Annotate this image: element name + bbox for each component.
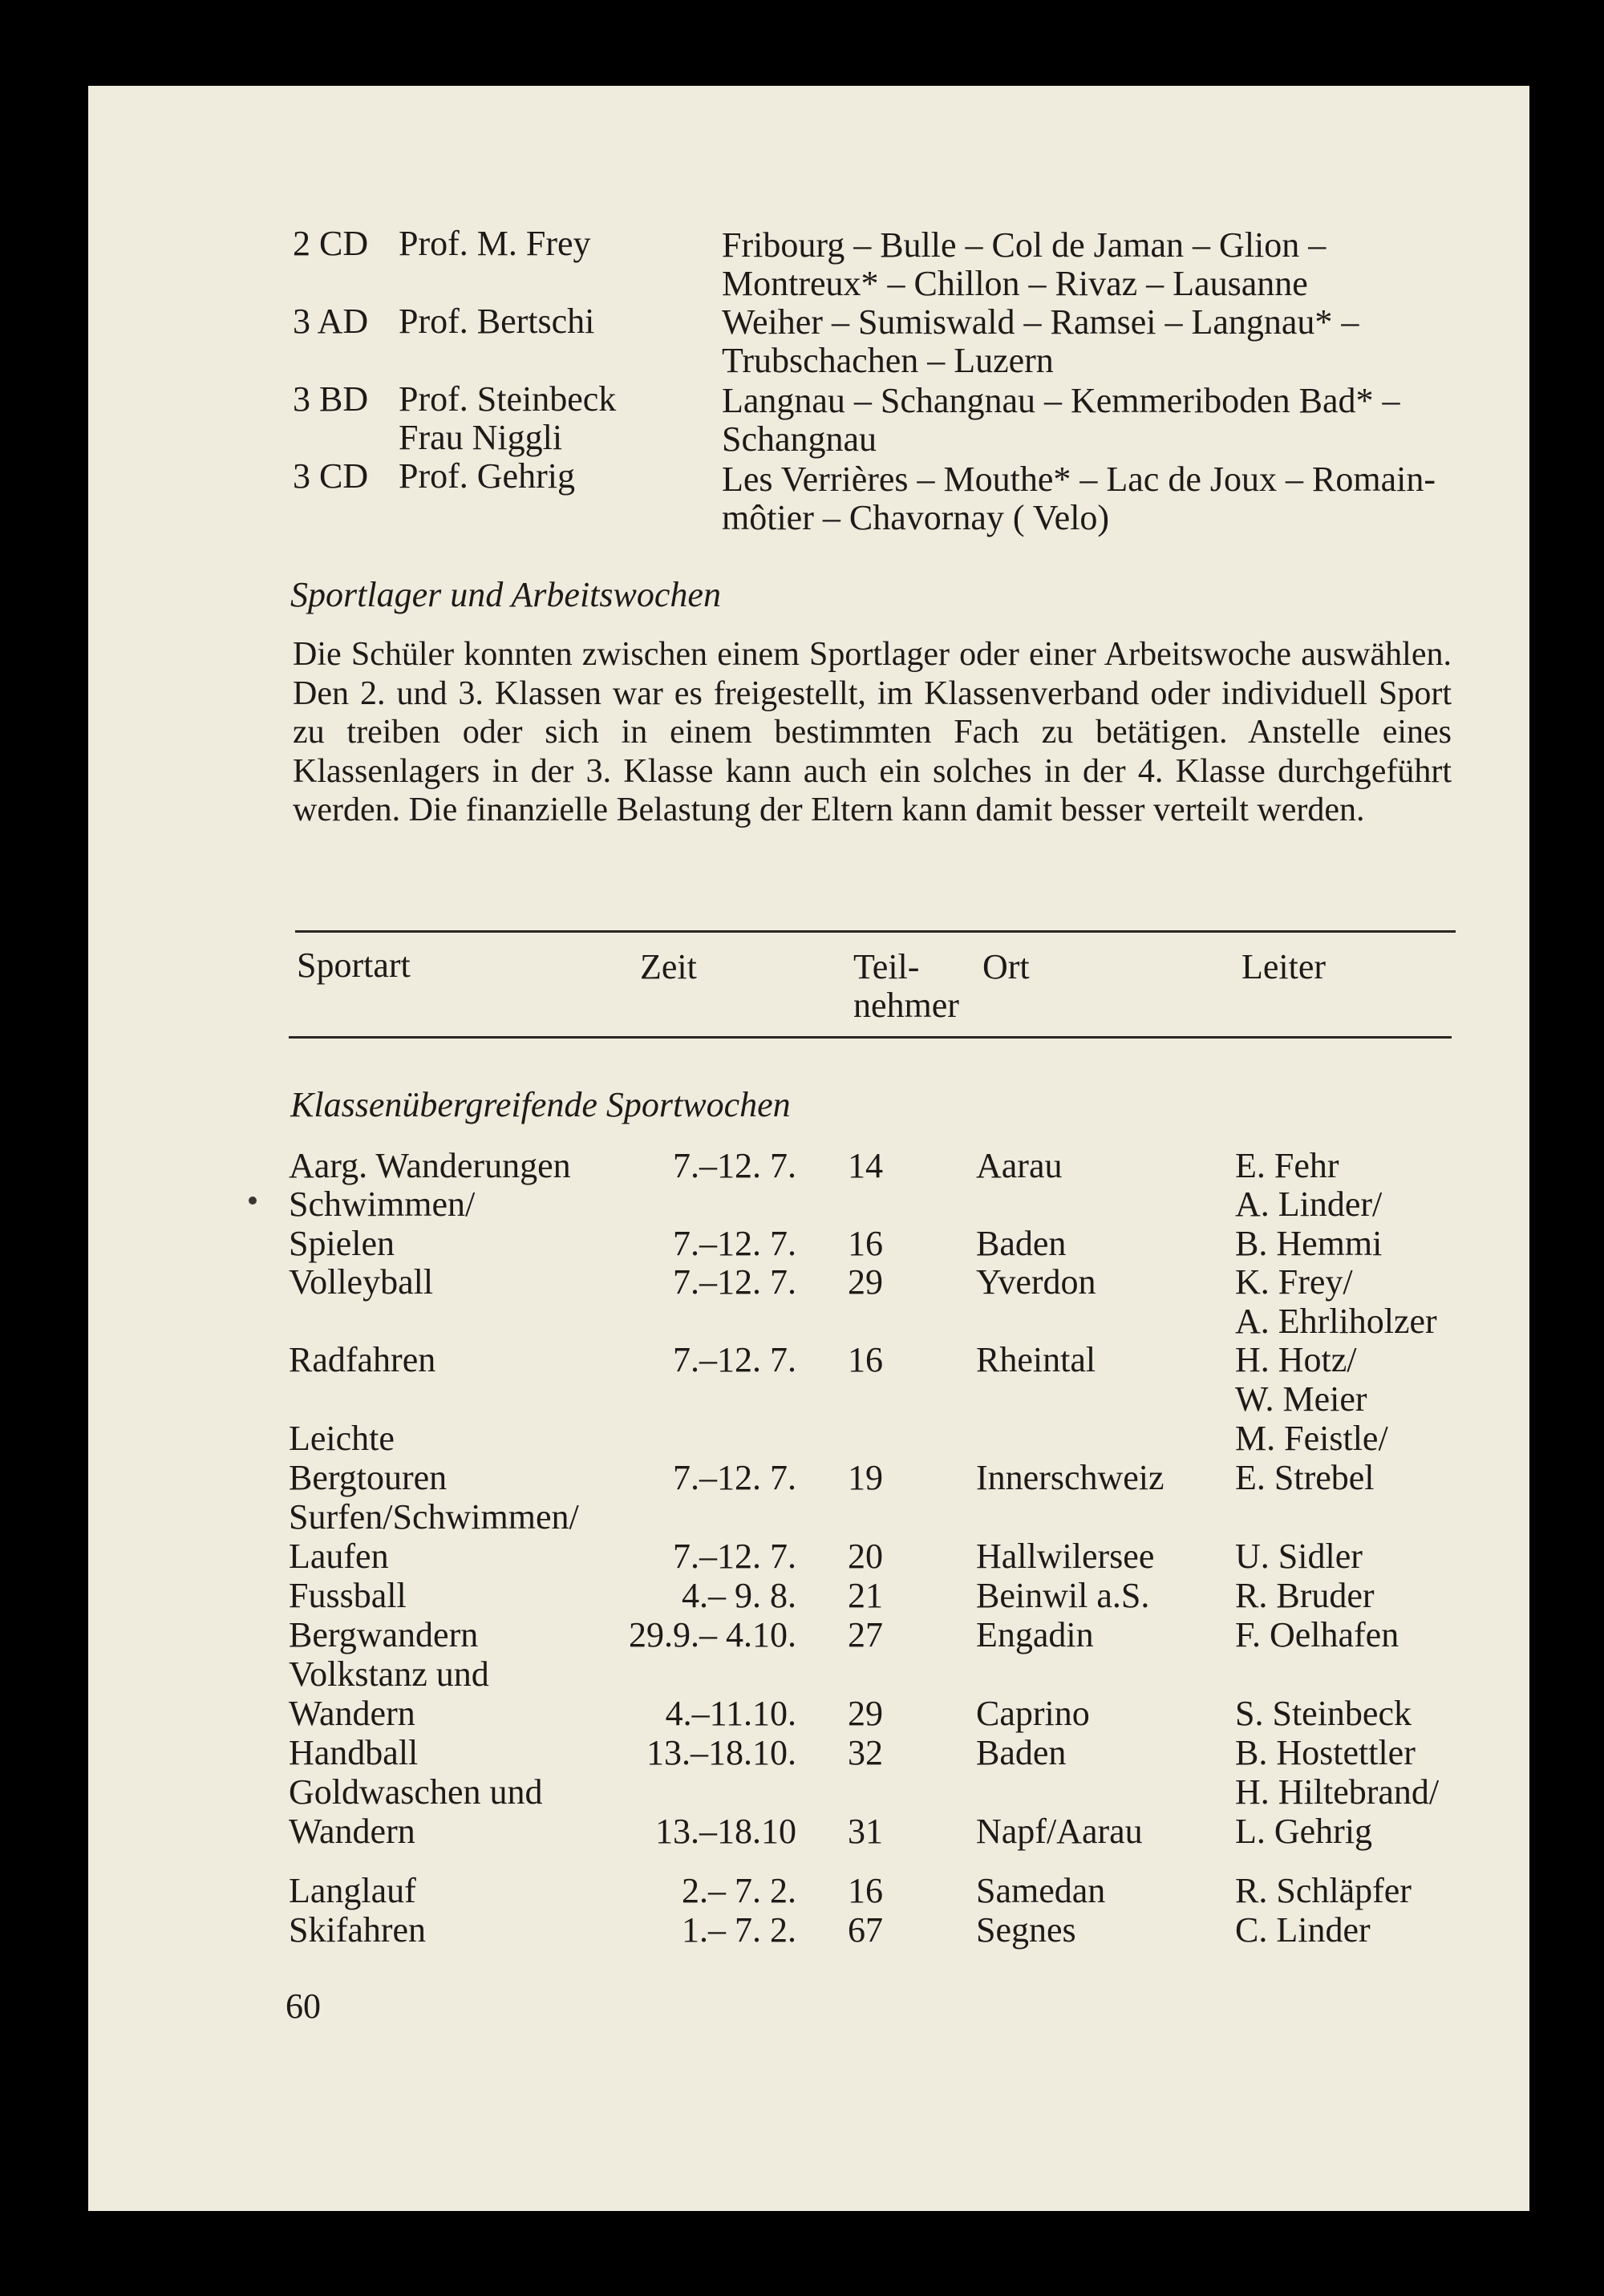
cell-teilnehmer: 16 xyxy=(848,1340,883,1379)
trip-route-line: Weiher – Sumiswald – Ramsei – Langnau* – xyxy=(722,302,1359,342)
cell-teilnehmer: 16 xyxy=(848,1871,883,1910)
cell-zeit: 29.9.– 4.10. xyxy=(629,1615,796,1654)
cell-leiter: E. Strebel xyxy=(1235,1458,1375,1497)
cell-ort: Innerschweiz xyxy=(976,1458,1165,1497)
cell-leiter: B. Hemmi xyxy=(1235,1224,1383,1263)
cell-ort: Caprino xyxy=(976,1694,1090,1733)
trip-leader: Prof. Bertschi xyxy=(399,302,595,341)
cell-leiter: B. Hostettler xyxy=(1235,1733,1416,1772)
trip-leader: Prof. Gehrig xyxy=(399,456,575,496)
intro-paragraph: Die Schüler konnten zwischen einem Sportlager oder einer Arbeitswoche auswählen. Den 2. und 3. Klassen war es freigestellt, im Klassenverband oder individuell Sport zu treiben oder sich in einem bestimmten Fach zu betätigen. Anstelle eines Klassenlagers in der 3. Klasse kann auch ein solches in der 4. Klasse durchgeführt werden. Die finanzielle Belastung der Eltern kann damit besser verteilt werden. xyxy=(293,636,1452,828)
cell-sportart: Schwimmen/ xyxy=(289,1184,476,1224)
trip-route-line: Trubschachen – Luzern xyxy=(722,341,1054,380)
cell-ort: Beinwil a.S. xyxy=(976,1576,1150,1615)
section-heading: Sportlager und Arbeitswochen xyxy=(290,575,721,614)
cell-sportart: Bergwandern xyxy=(289,1615,479,1654)
cell-ort: Baden xyxy=(976,1733,1067,1772)
cell-leiter: R. Schläpfer xyxy=(1235,1871,1412,1910)
cell-sportart: Leichte xyxy=(289,1419,395,1458)
cell-zeit: 7.–12. 7. xyxy=(673,1458,796,1497)
cell-ort: Hallwilersee xyxy=(976,1537,1155,1576)
trip-leader-secondary: Frau Niggli xyxy=(399,418,563,457)
cell-leiter: S. Steinbeck xyxy=(1235,1694,1412,1733)
trip-leader: Prof. M. Frey xyxy=(399,224,591,263)
cell-sportart: Volkstanz und xyxy=(289,1654,489,1694)
cell-sportart: Fussball xyxy=(289,1576,407,1615)
cell-ort: Engadin xyxy=(976,1615,1094,1654)
trip-class: 3 BD xyxy=(293,379,369,419)
table-subheading: Klassenübergreifende Sportwochen xyxy=(290,1085,791,1124)
header-sportart: Sportart xyxy=(297,946,411,985)
cell-sportart: Radfahren xyxy=(289,1340,436,1379)
cell-ort: Samedan xyxy=(976,1871,1106,1910)
cell-zeit: 7.–12. 7. xyxy=(673,1224,796,1263)
table-top-rule xyxy=(295,930,1456,933)
cell-sportart: Laufen xyxy=(289,1537,389,1576)
trip-route-line: môtier – Chavornay ( Velo) xyxy=(722,498,1110,537)
cell-sportart: Wandern xyxy=(289,1694,415,1733)
cell-teilnehmer: 16 xyxy=(848,1224,883,1263)
cell-teilnehmer: 29 xyxy=(848,1262,883,1302)
trip-route-line: Langnau – Schangnau – Kemmeriboden Bad* – xyxy=(722,381,1400,420)
cell-zeit: 4.– 9. 8. xyxy=(682,1576,796,1615)
cell-leiter: C. Linder xyxy=(1235,1910,1371,1950)
cell-sportart: Wandern xyxy=(289,1812,415,1851)
header-leiter: Leiter xyxy=(1241,947,1327,986)
cell-teilnehmer: 67 xyxy=(848,1910,883,1950)
cell-leiter: R. Bruder xyxy=(1235,1576,1375,1615)
margin-bullet-mark xyxy=(249,1197,257,1205)
cell-leiter: K. Frey/ xyxy=(1235,1262,1353,1302)
cell-zeit: 7.–12. 7. xyxy=(673,1340,796,1379)
cell-ort: Aarau xyxy=(976,1146,1063,1185)
header-ort: Ort xyxy=(982,947,1030,986)
trip-route-line: Schangnau xyxy=(722,419,877,459)
cell-sportart: Langlauf xyxy=(289,1871,416,1910)
cell-teilnehmer: 14 xyxy=(848,1146,883,1185)
cell-ort: Baden xyxy=(976,1224,1067,1263)
cell-teilnehmer: 19 xyxy=(848,1458,883,1497)
trip-route-line: Les Verrières – Mouthe* – Lac de Joux – Romain- xyxy=(722,460,1436,499)
cell-zeit: 7.–12. 7. xyxy=(673,1146,796,1185)
trip-class: 2 CD xyxy=(293,224,369,263)
trip-class: 3 AD xyxy=(293,302,369,341)
cell-sportart: Spielen xyxy=(289,1224,395,1263)
cell-leiter: A. Ehrliholzer xyxy=(1235,1302,1437,1341)
cell-zeit: 13.–18.10. xyxy=(646,1733,796,1772)
cell-leiter: H. Hotz/ xyxy=(1235,1340,1357,1379)
cell-teilnehmer: 32 xyxy=(848,1733,883,1772)
page-number: 60 xyxy=(286,1986,321,2026)
cell-leiter: M. Feistle/ xyxy=(1235,1419,1388,1458)
cell-ort: Rheintal xyxy=(976,1340,1096,1379)
cell-leiter: E. Fehr xyxy=(1235,1146,1339,1185)
cell-teilnehmer: 27 xyxy=(848,1615,883,1654)
trip-leader: Prof. Steinbeck xyxy=(399,379,617,419)
cell-zeit: 4.–11.10. xyxy=(665,1694,796,1733)
cell-zeit: 13.–18.10 xyxy=(655,1812,796,1851)
cell-teilnehmer: 21 xyxy=(848,1576,883,1615)
cell-sportart: Volleyball xyxy=(289,1262,434,1302)
trip-route-line: Montreux* – Chillon – Rivaz – Lausanne xyxy=(722,264,1308,303)
trip-route-line: Fribourg – Bulle – Col de Jaman – Glion – xyxy=(722,225,1327,265)
cell-ort: Napf/Aarau xyxy=(976,1812,1143,1851)
header-teilnehmer: Teil- xyxy=(853,947,920,986)
header-zeit: Zeit xyxy=(640,947,697,986)
cell-ort: Segnes xyxy=(976,1910,1076,1950)
cell-leiter: A. Linder/ xyxy=(1235,1184,1383,1224)
cell-sportart: Goldwaschen und xyxy=(289,1772,543,1812)
cell-leiter: F. Oelhafen xyxy=(1235,1615,1399,1654)
cell-sportart: Skifahren xyxy=(289,1910,427,1950)
cell-leiter: W. Meier xyxy=(1235,1379,1367,1419)
cell-leiter: L. Gehrig xyxy=(1235,1812,1373,1851)
cell-zeit: 2.– 7. 2. xyxy=(682,1871,796,1910)
cell-zeit: 7.–12. 7. xyxy=(673,1262,796,1302)
table-header-rule xyxy=(289,1036,1452,1039)
cell-sportart: Surfen/Schwimmen/ xyxy=(289,1497,579,1537)
cell-zeit: 7.–12. 7. xyxy=(673,1537,796,1576)
cell-leiter: U. Sidler xyxy=(1235,1537,1363,1576)
cell-teilnehmer: 29 xyxy=(848,1694,883,1733)
cell-ort: Yverdon xyxy=(976,1262,1096,1302)
cell-teilnehmer: 20 xyxy=(848,1537,883,1576)
trip-class: 3 CD xyxy=(293,456,369,496)
cell-zeit: 1.– 7. 2. xyxy=(682,1910,796,1950)
cell-sportart: Handball xyxy=(289,1733,419,1772)
header-teilnehmer-cont: nehmer xyxy=(853,986,959,1025)
cell-sportart: Aarg. Wanderungen xyxy=(289,1146,571,1185)
cell-teilnehmer: 31 xyxy=(848,1812,883,1851)
cell-sportart: Bergtouren xyxy=(289,1458,448,1497)
cell-leiter: H. Hiltebrand/ xyxy=(1235,1772,1440,1812)
